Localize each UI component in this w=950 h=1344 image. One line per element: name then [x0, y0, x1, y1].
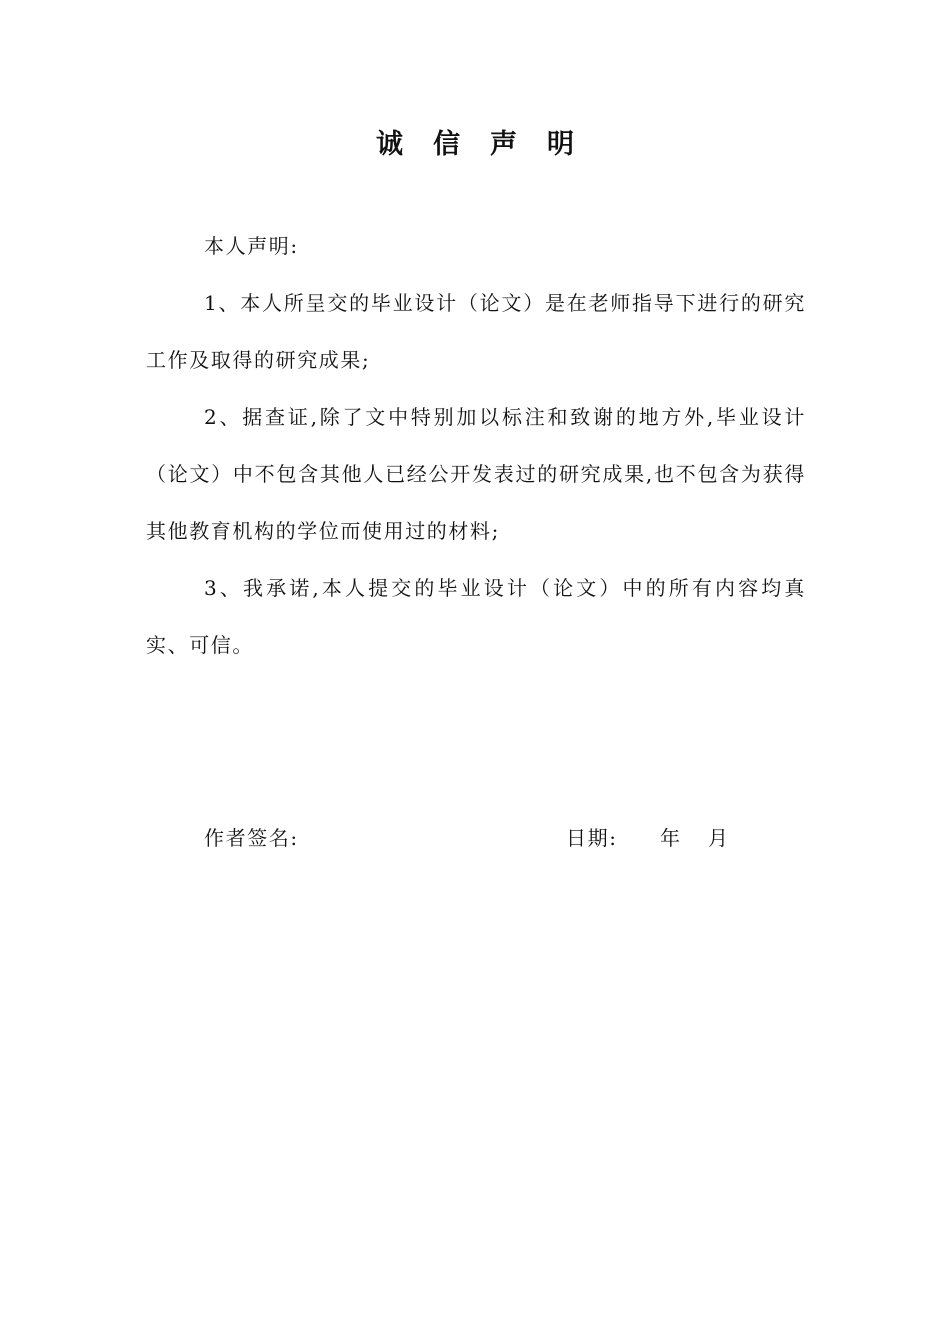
declaration-paragraph-3: 3、我承诺,本人提交的毕业设计（论文）中的所有内容均真实、可信。 — [146, 576, 806, 657]
declaration-intro: 本人声明: — [204, 234, 299, 258]
signature-row — [0, 810, 950, 867]
year-label: 年 — [660, 826, 682, 850]
date-label: 日期: — [566, 826, 618, 850]
declaration-paragraph-2: 2、据查证,除了文中特别加以标注和致谢的地方外,毕业设计（论文）中不包含其他人已经公开发表过的研究成果,也不包含为获得其他教育机构的学位而使用过的材料; — [146, 405, 806, 543]
author-signature-label: 作者签名: — [204, 826, 299, 850]
declaration-body — [146, 275, 806, 674]
month-label: 月 — [708, 826, 730, 850]
page-title: 诚信声明 — [376, 129, 604, 160]
declaration-paragraph-1: 1、本人所呈交的毕业设计（论文）是在老师指导下进行的研究工作及取得的研究成果; — [146, 291, 806, 372]
